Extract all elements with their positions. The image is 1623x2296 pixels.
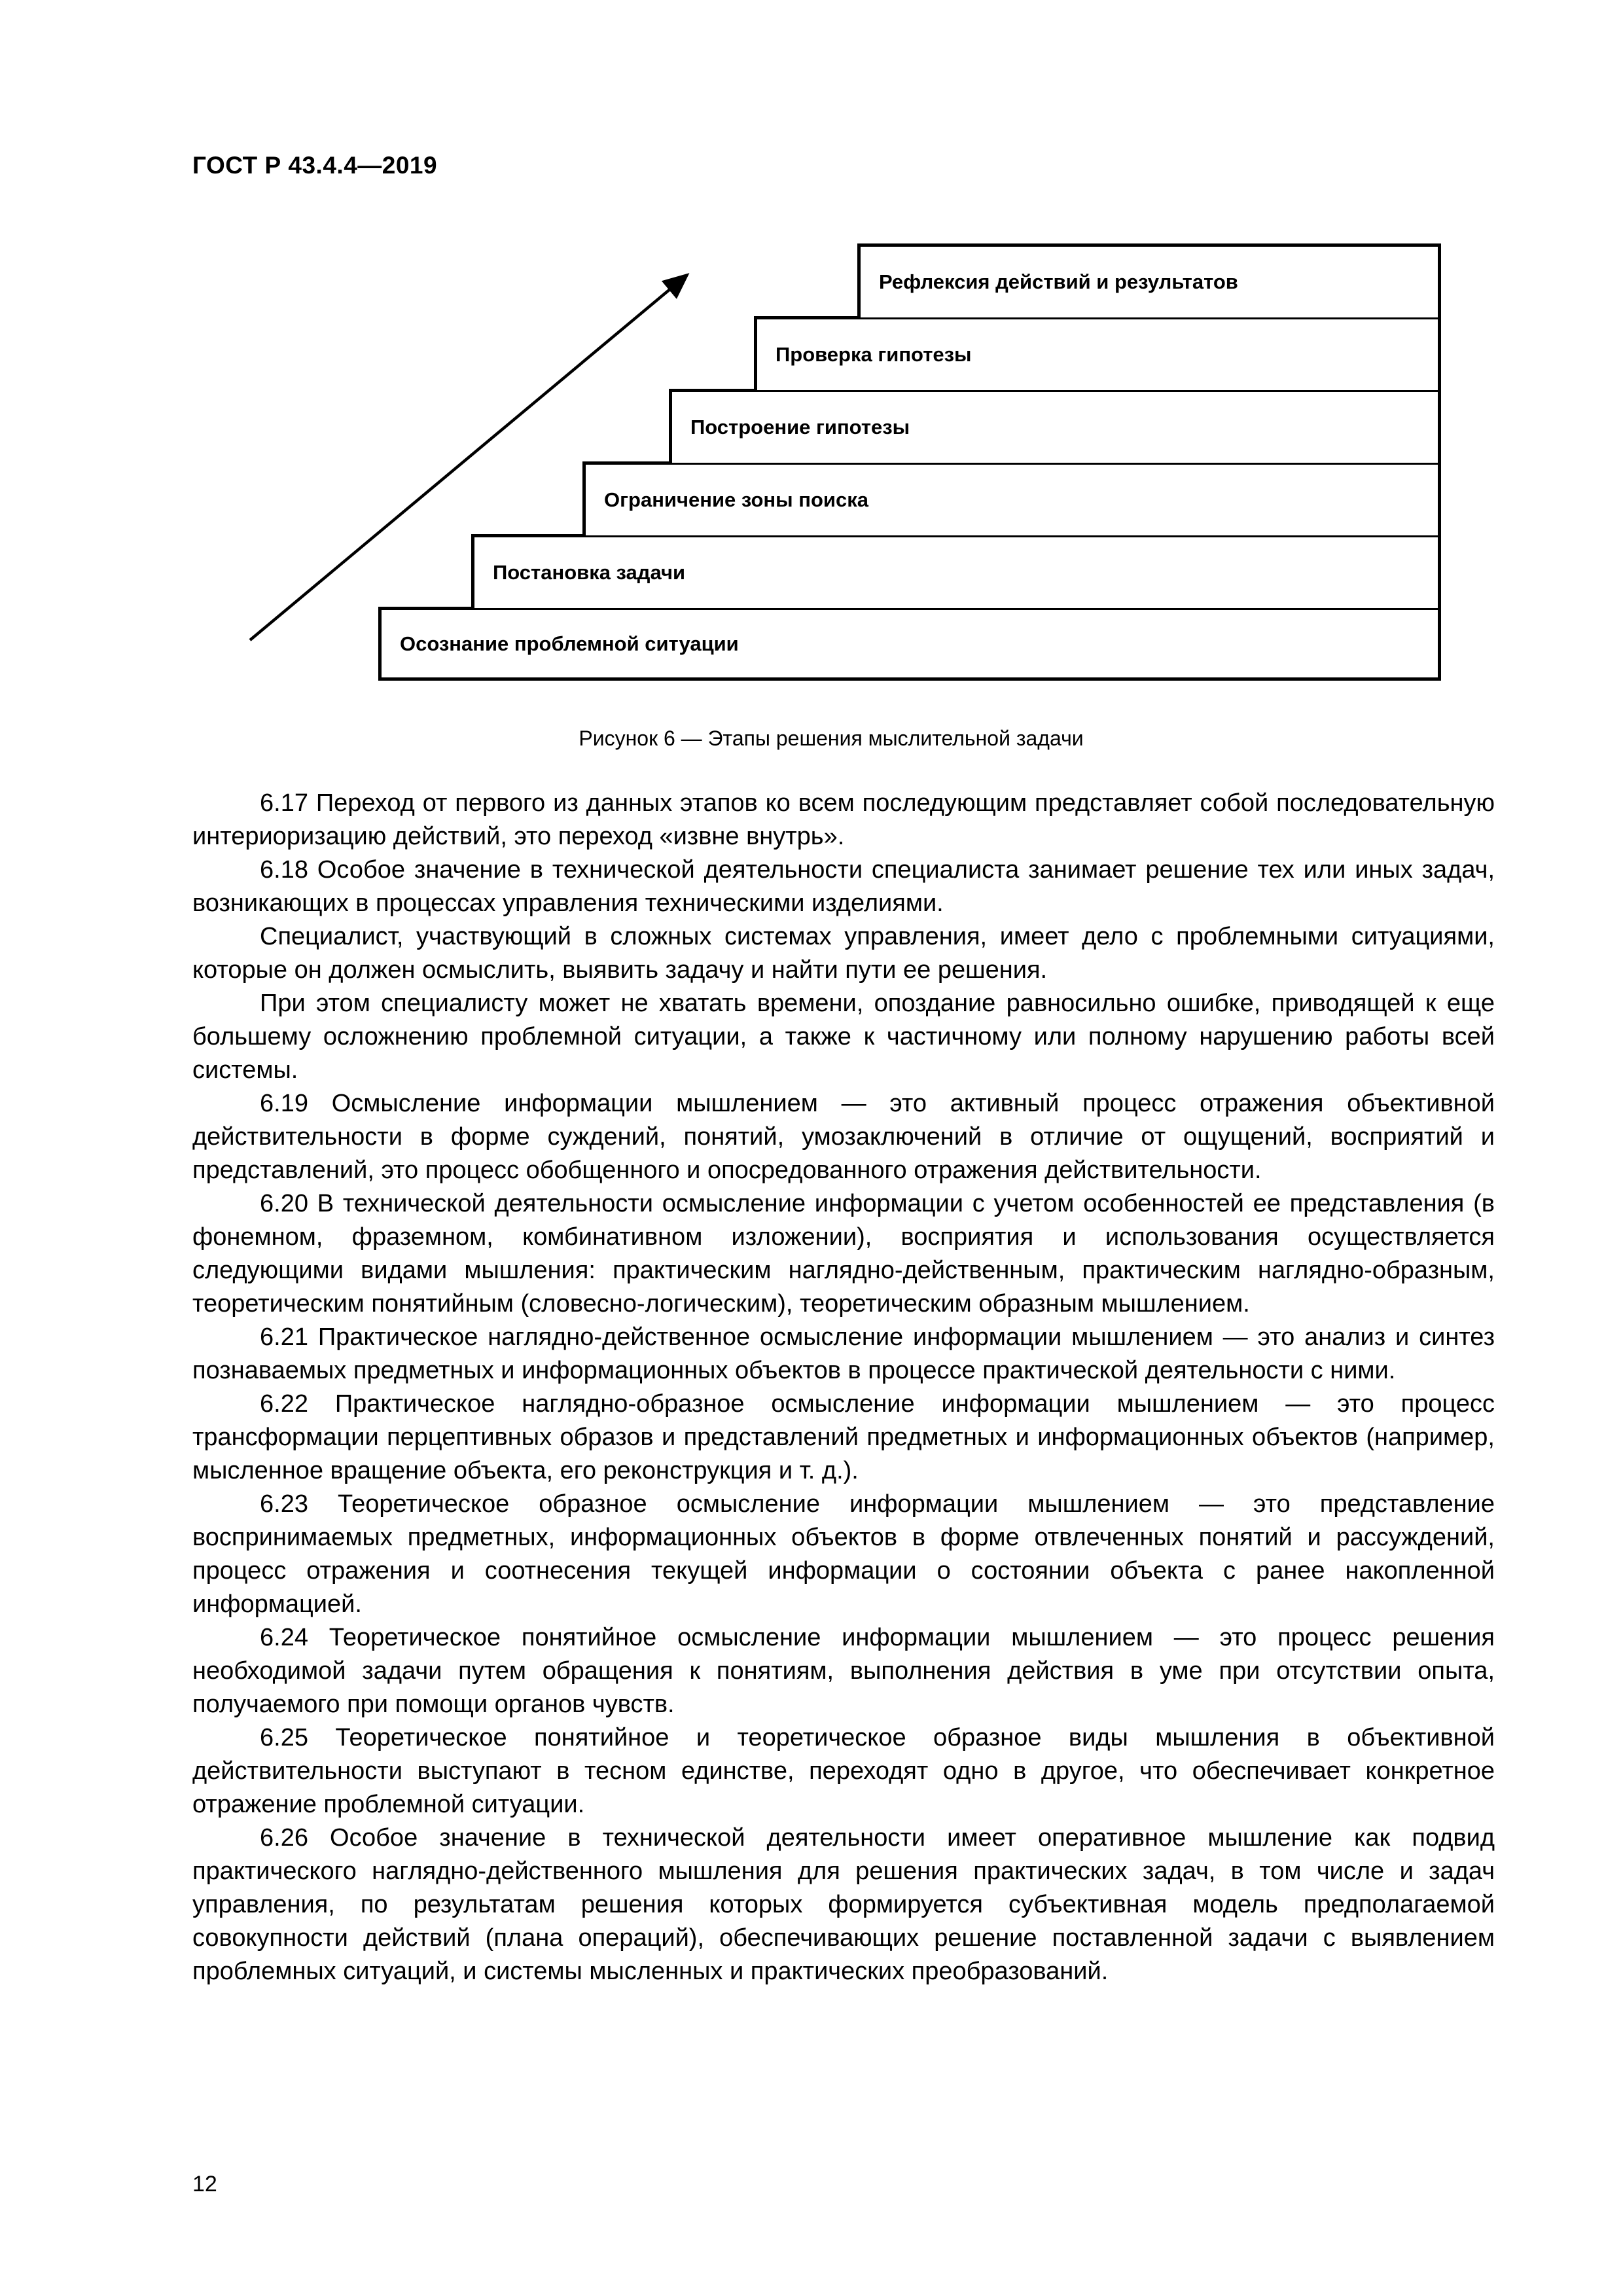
document-body (192, 787, 1495, 1988)
stage-step-3 (582, 461, 1441, 535)
paragraph-6-26: 6.26 Особое значение в технической деятельности имеет оперативное мышление как подвид практического наглядно-действенного мышления для решения практических задач, в том числе и задач управления, по результатам решения которых формируется субъективная модель предполагаемой совокупности действий (плана операций), обеспечивающих решение поставленной задачи с выявлением проблемных ситуаций, и системы мысленных и практических преобразований. (192, 1824, 1495, 1985)
stage-step-2 (471, 534, 1441, 608)
paragraph-6-25: 6.25 Теоретическое понятийное и теоретическое образное виды мышления в объективной действительности выступают в тесном единстве, переходят одно в другое, что обеспечивает конкретное отражение проблемной ситуации. (192, 1724, 1495, 1818)
figure-caption: Рисунок 6 — Этапы решения мыслительной задачи (579, 726, 1084, 750)
stage-step-label: Рефлексия действий и результатов (879, 270, 1238, 293)
paragraph-6-23: 6.23 Теоретическое образное осмысление информации мышлением — это представление воспринимаемых предметных, информационных объектов в форме отвлеченных понятий и рассуждений, процесс отражения и соотнесения текущей информации о состоянии объекта с ранее накопленной информацией. (192, 1490, 1495, 1618)
stage-step-5 (754, 316, 1441, 390)
stage-step-label: Ограничение зоны поиска (604, 488, 868, 511)
stage-step-label: Проверка гипотезы (776, 343, 972, 366)
paragraph-6-17: 6.17 Переход от первого из данных этапов ко всем последующим представляет собой последовательную интериоризацию действий, это переход «извне внутрь». (192, 789, 1495, 850)
stage-step-label: Построение гипотезы (690, 416, 910, 439)
stage-step-1 (378, 607, 1441, 681)
paragraph-time: При этом специалисту может не хватать времени, опоздание равносильно ошибке, приводящей к еще большему осложнению проблемной ситуации, а также к частичному или полному нарушению работы всей системы. (192, 990, 1495, 1084)
page-number: 12 (192, 2172, 217, 2197)
stage-step-4 (669, 389, 1441, 463)
document-header: ГОСТ Р 43.4.4—2019 (192, 152, 438, 179)
paragraph-6-19: 6.19 Осмысление информации мышлением — это активный процесс отражения объективной действительности в форме суждений, понятий, умозаключений в отличие от ощущений, восприятий и представлений, это процесс обобщенного и опосредованного отражения действительности. (192, 1090, 1495, 1184)
paragraph-6-21: 6.21 Практическое наглядно-действенное осмысление информации мышлением — это анализ и синтез познаваемых предметных и информационных объектов в процессе практической деятельности с ними. (192, 1323, 1495, 1384)
stages-figure (242, 236, 1446, 687)
paragraph-specialist: Специалист, участвующий в сложных системах управления, имеет дело с проблемными ситуациями, которые он должен осмыслить, выявить задачу и найти пути ее решения. (192, 923, 1495, 984)
stage-step-label: Постановка задачи (493, 561, 686, 584)
paragraph-6-22: 6.22 Практическое наглядно-образное осмысление информации мышлением — это процесс трансформации перцептивных образов и представлений предметных и информационных объектов (например, мысленное вращение объекта, его реконструкция и т. д.). (192, 1390, 1495, 1484)
paragraph-6-18: 6.18 Особое значение в технической деятельности специалиста занимает решение тех или иных задач, возникающих в процессах управления техническими изделиями. (192, 856, 1495, 917)
stage-step-6 (857, 243, 1441, 317)
paragraph-6-24: 6.24 Теоретическое понятийное осмысление информации мышлением — это процесс решения необходимой задачи путем обращения к понятиям, выполнения действия в уме при отсутствии опыта, получаемого при помощи органов чувств. (192, 1624, 1495, 1718)
paragraph-6-20: 6.20 В технической деятельности осмысление информации с учетом особенностей ее представления (в фонемном, фраземном, комбинативном изложении), восприятия и использования осуществляется следующими видами мышления: практическим наглядно-действенным, практическим наглядно-образным, теоретическим понятийным (словесно-логическим), теоретическим образным мышлением. (192, 1190, 1495, 1318)
stage-step-label: Осознание проблемной ситуации (400, 632, 739, 655)
